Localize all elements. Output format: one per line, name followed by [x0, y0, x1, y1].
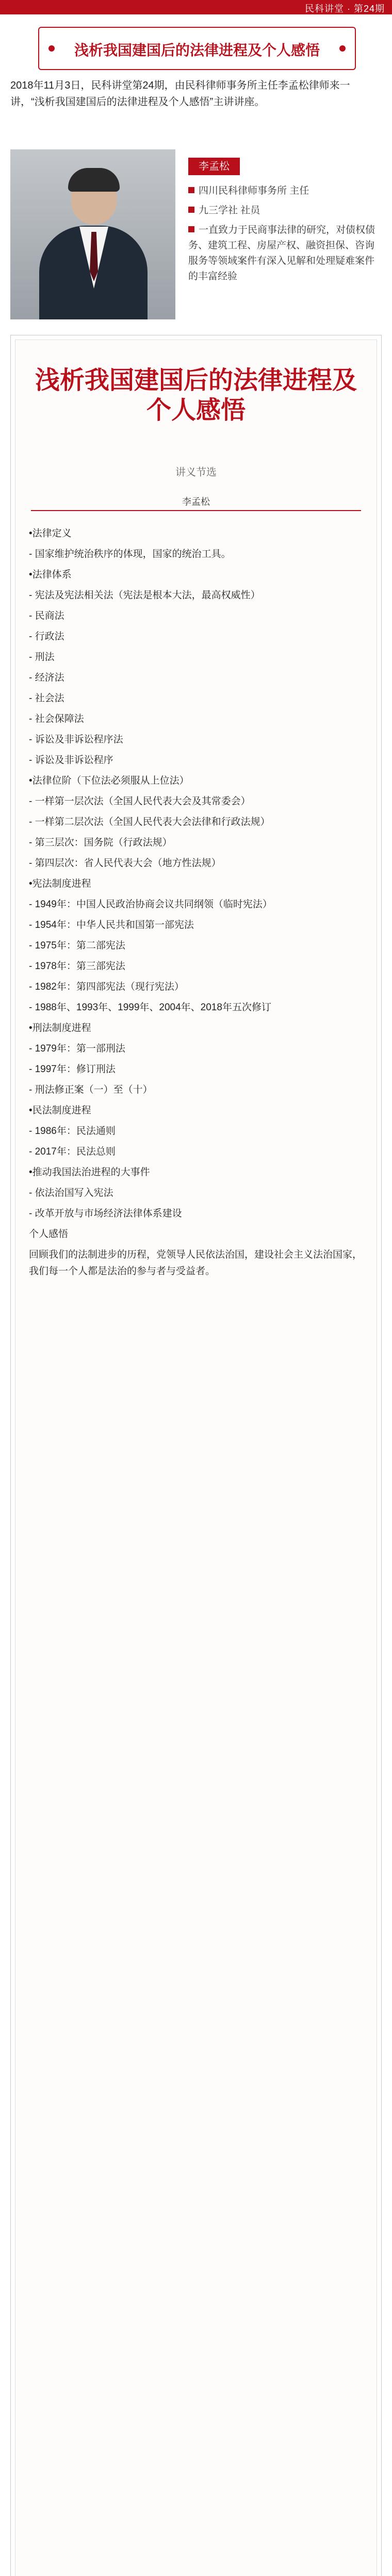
- intro-paragraph: 2018年11月3日，民科讲堂第24期，由民科律师事务所主任李孟松律师来一讲，“浅析我国建国后的法律进程及个人感悟”主讲讲座。: [10, 80, 350, 108]
- article-paragraph: - 1997年：修订刑法: [29, 1064, 116, 1075]
- article-author: 李孟松: [182, 497, 210, 507]
- article-inner: [15, 340, 377, 2576]
- speaker-name-badge: 李孟松: [188, 158, 240, 175]
- bullet-icon: [188, 226, 194, 232]
- article-paragraph: - 经济法: [29, 672, 64, 683]
- profile-line: 一直致力于民商事法律的研究，对债权债务、建筑工程、房屋产权、融资担保、咨询服务等领域案件有深入见解和处理疑难案件的丰富经验: [188, 225, 375, 282]
- article-paragraph: •刑法制度进程: [29, 1023, 91, 1033]
- article-paragraph: - 改革开放与市场经济法律体系建设: [29, 1208, 182, 1219]
- profile-line: 四川民科律师事务所 主任: [188, 183, 309, 199]
- article-paragraph: - 依法治国写入宪法: [29, 1188, 113, 1198]
- article-paragraph: 个人感悟: [29, 1229, 69, 1240]
- article-paragraph: - 诉讼及非诉讼程序: [29, 755, 113, 766]
- article-paragraph: - 刑法修正案（一）至（十）: [29, 1084, 153, 1095]
- article-paragraph: - 民商法: [29, 611, 64, 621]
- article-paragraph: - 1949年：中国人民政治协商会议共同纲领（临时宪法）: [29, 899, 272, 910]
- speaker-profile: [10, 149, 382, 319]
- article-paragraph: - 宪法及宪法相关法（宪法是根本大法，最高权威性）: [29, 590, 260, 601]
- top-bar: [0, 0, 392, 14]
- article-subtitle: 讲义节选: [175, 467, 217, 478]
- article-paragraph: •宪法制度进程: [29, 878, 91, 889]
- article-paragraph: - 1979年：第一部刑法: [29, 1043, 125, 1054]
- title-box: [38, 27, 356, 70]
- bullet-icon: [188, 207, 194, 213]
- article-paragraph: •推动我国法治进程的大事件: [29, 1167, 150, 1178]
- article-paragraph: - 社会法: [29, 693, 64, 704]
- article-paragraph: - 刑法: [29, 652, 55, 663]
- speaker-photo: [10, 149, 175, 319]
- article-paragraph: - 国家维护统治秩序的体现，国家的统治工具。: [29, 549, 231, 560]
- article-paragraph: - 1986年：民法通则: [29, 1126, 116, 1137]
- article-paragraph: - 社会保障法: [29, 714, 84, 724]
- article-paragraph: - 一样第一层次法（全国人民代表大会及其常委会）: [29, 796, 251, 807]
- article-paragraph: - 1982年：第四部宪法（现行宪法）: [29, 981, 184, 992]
- article-paragraph: - 1988年、1993年、1999年、2004年、2018年五次修订: [29, 1002, 271, 1013]
- article-paragraph: •法律体系: [29, 569, 72, 580]
- article-paragraph: - 1954年：中华人民共和国第一部宪法: [29, 920, 194, 930]
- article-paragraph: - 2017年：民法总则: [29, 1146, 116, 1157]
- article-paragraph: 回顾我们的法制进步的历程，党领导人民依法治国，建设社会主义法治国家，我们每一个人都是法治的参与者与受益者。: [29, 1249, 363, 1277]
- bullet-icon: [188, 187, 194, 193]
- article-paragraph: - 第三层次：国务院（行政法规）: [29, 837, 172, 848]
- article-paragraph: - 诉讼及非诉讼程序法: [29, 734, 123, 745]
- article-title: 浅析我国建国后的法律进程及个人感悟: [35, 367, 357, 424]
- article-card: [10, 335, 382, 2576]
- article-paragraph: - 1975年：第二部宪法: [29, 940, 125, 951]
- article-paragraph: - 一样第二层次法（全国人民代表大会法律和行政法规）: [29, 817, 270, 827]
- divider: [31, 510, 361, 511]
- column-tag: 民科讲堂 · 第24期: [304, 4, 385, 14]
- title-banner: [0, 27, 392, 71]
- article-paragraph: •民法制度进程: [29, 1105, 91, 1116]
- article-paragraph: - 1978年：第三部宪法: [29, 961, 125, 972]
- dot-icon: [339, 45, 346, 52]
- article-paragraph: •法律定义: [29, 528, 72, 539]
- article-paragraph: •法律位阶（下位法必须服从上位法）: [29, 775, 189, 786]
- banner-title: 浅析我国建国后的法律进程及个人感悟: [74, 42, 320, 58]
- profile-line: 九三学社 社员: [188, 203, 260, 218]
- article-body: [29, 526, 364, 1284]
- article-paragraph: - 第四层次：省人民代表大会（地方性法规）: [29, 858, 221, 869]
- article-paragraph: - 行政法: [29, 631, 64, 642]
